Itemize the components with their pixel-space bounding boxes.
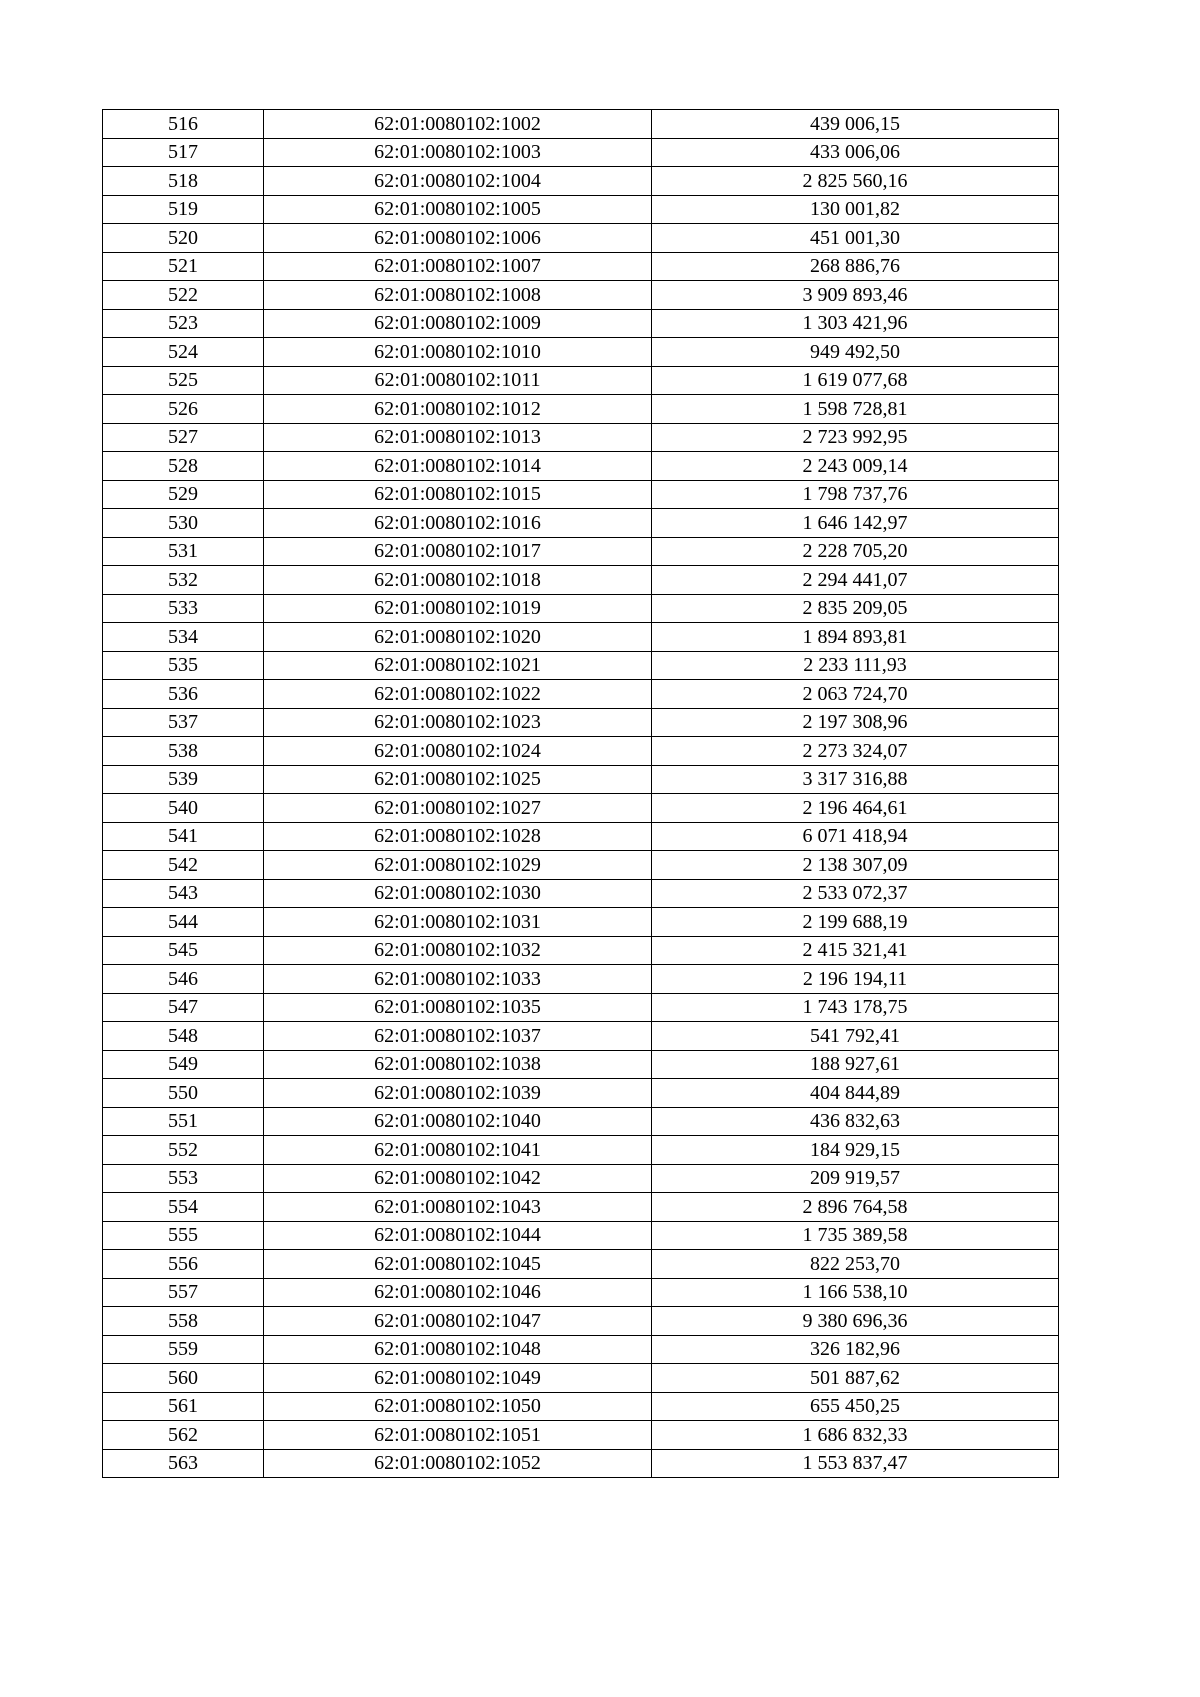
- cadastral-value-cell: 326 182,96: [652, 1335, 1059, 1364]
- cadastral-value-cell: 2 723 992,95: [652, 423, 1059, 452]
- row-number-cell: 532: [103, 566, 264, 595]
- table-row: [103, 965, 1059, 994]
- table-row: [103, 1449, 1059, 1478]
- cadastral-value-cell: 451 001,30: [652, 224, 1059, 253]
- cadastral-value-cell: 2 199 688,19: [652, 908, 1059, 937]
- row-number-cell: 526: [103, 395, 264, 424]
- cadastral-number-cell: 62:01:0080102:1052: [264, 1449, 652, 1478]
- cadastral-value-cell: 501 887,62: [652, 1364, 1059, 1393]
- table-row: [103, 224, 1059, 253]
- cadastral-number-cell: 62:01:0080102:1005: [264, 195, 652, 224]
- cadastral-value-cell: 130 001,82: [652, 195, 1059, 224]
- cadastral-value-cell: 433 006,06: [652, 138, 1059, 167]
- table-row: [103, 879, 1059, 908]
- cadastral-value-cell: 404 844,89: [652, 1079, 1059, 1108]
- cadastral-number-cell: 62:01:0080102:1013: [264, 423, 652, 452]
- row-number-cell: 524: [103, 338, 264, 367]
- cadastral-number-cell: 62:01:0080102:1031: [264, 908, 652, 937]
- row-number-cell: 552: [103, 1136, 264, 1165]
- table-row: [103, 423, 1059, 452]
- cadastral-value-cell: 1 646 142,97: [652, 509, 1059, 538]
- table-row: [103, 1250, 1059, 1279]
- cadastral-number-cell: 62:01:0080102:1010: [264, 338, 652, 367]
- cadastral-value-cell: 2 228 705,20: [652, 537, 1059, 566]
- cadastral-value-cell: 541 792,41: [652, 1022, 1059, 1051]
- cadastral-number-cell: 62:01:0080102:1012: [264, 395, 652, 424]
- row-number-cell: 547: [103, 993, 264, 1022]
- cadastral-number-cell: 62:01:0080102:1028: [264, 822, 652, 851]
- cadastral-number-cell: 62:01:0080102:1048: [264, 1335, 652, 1364]
- row-number-cell: 544: [103, 908, 264, 937]
- row-number-cell: 540: [103, 794, 264, 823]
- row-number-cell: 543: [103, 879, 264, 908]
- cadastral-value-cell: 439 006,15: [652, 110, 1059, 139]
- cadastral-number-cell: 62:01:0080102:1040: [264, 1107, 652, 1136]
- row-number-cell: 528: [103, 452, 264, 481]
- cadastral-value-cell: 1 894 893,81: [652, 623, 1059, 652]
- table-row: [103, 566, 1059, 595]
- table-row: [103, 765, 1059, 794]
- cadastral-number-cell: 62:01:0080102:1008: [264, 281, 652, 310]
- cadastral-number-cell: 62:01:0080102:1033: [264, 965, 652, 994]
- cadastral-number-cell: 62:01:0080102:1051: [264, 1421, 652, 1450]
- cadastral-number-cell: 62:01:0080102:1019: [264, 594, 652, 623]
- cadastral-value-cell: 2 415 321,41: [652, 936, 1059, 965]
- table-row: [103, 1107, 1059, 1136]
- row-number-cell: 534: [103, 623, 264, 652]
- cadastral-value-cell: 1 743 178,75: [652, 993, 1059, 1022]
- cadastral-value-cell: 1 735 389,58: [652, 1221, 1059, 1250]
- table-row: [103, 1136, 1059, 1165]
- row-number-cell: 522: [103, 281, 264, 310]
- row-number-cell: 518: [103, 167, 264, 196]
- table-row: [103, 908, 1059, 937]
- cadastral-value-cell: 2 233 111,93: [652, 651, 1059, 680]
- cadastral-number-cell: 62:01:0080102:1024: [264, 737, 652, 766]
- table-row: [103, 737, 1059, 766]
- cadastral-number-cell: 62:01:0080102:1023: [264, 708, 652, 737]
- cadastral-value-cell: 2 294 441,07: [652, 566, 1059, 595]
- cadastral-value-cell: 2 196 194,11: [652, 965, 1059, 994]
- row-number-cell: 538: [103, 737, 264, 766]
- cadastral-value-cell: 2 243 009,14: [652, 452, 1059, 481]
- table-row: [103, 338, 1059, 367]
- table-row: [103, 110, 1059, 139]
- table-row: [103, 167, 1059, 196]
- table-row: [103, 1022, 1059, 1051]
- table-row: [103, 309, 1059, 338]
- row-number-cell: 531: [103, 537, 264, 566]
- cadastral-number-cell: 62:01:0080102:1050: [264, 1392, 652, 1421]
- row-number-cell: 559: [103, 1335, 264, 1364]
- cadastral-number-cell: 62:01:0080102:1042: [264, 1164, 652, 1193]
- cadastral-value-cell: 436 832,63: [652, 1107, 1059, 1136]
- cadastral-value-cell: 2 825 560,16: [652, 167, 1059, 196]
- table-row: [103, 1364, 1059, 1393]
- table-row: [103, 822, 1059, 851]
- table-row: [103, 480, 1059, 509]
- row-number-cell: 561: [103, 1392, 264, 1421]
- cadastral-number-cell: 62:01:0080102:1049: [264, 1364, 652, 1393]
- row-number-cell: 545: [103, 936, 264, 965]
- table-body: [103, 110, 1059, 1478]
- table-row: [103, 452, 1059, 481]
- row-number-cell: 539: [103, 765, 264, 794]
- cadastral-number-cell: 62:01:0080102:1009: [264, 309, 652, 338]
- cadastral-value-cell: 184 929,15: [652, 1136, 1059, 1165]
- row-number-cell: 530: [103, 509, 264, 538]
- table-row: [103, 1164, 1059, 1193]
- cadastral-value-table: [102, 109, 1059, 1478]
- cadastral-number-cell: 62:01:0080102:1015: [264, 480, 652, 509]
- cadastral-number-cell: 62:01:0080102:1038: [264, 1050, 652, 1079]
- cadastral-number-cell: 62:01:0080102:1004: [264, 167, 652, 196]
- row-number-cell: 551: [103, 1107, 264, 1136]
- cadastral-number-cell: 62:01:0080102:1045: [264, 1250, 652, 1279]
- row-number-cell: 548: [103, 1022, 264, 1051]
- table-row: [103, 1421, 1059, 1450]
- row-number-cell: 558: [103, 1307, 264, 1336]
- cadastral-number-cell: 62:01:0080102:1006: [264, 224, 652, 253]
- table-row: [103, 1278, 1059, 1307]
- table-row: [103, 993, 1059, 1022]
- cadastral-value-cell: 2 835 209,05: [652, 594, 1059, 623]
- cadastral-number-cell: 62:01:0080102:1014: [264, 452, 652, 481]
- cadastral-number-cell: 62:01:0080102:1044: [264, 1221, 652, 1250]
- table-row: [103, 537, 1059, 566]
- cadastral-number-cell: 62:01:0080102:1018: [264, 566, 652, 595]
- cadastral-number-cell: 62:01:0080102:1039: [264, 1079, 652, 1108]
- row-number-cell: 553: [103, 1164, 264, 1193]
- row-number-cell: 560: [103, 1364, 264, 1393]
- cadastral-number-cell: 62:01:0080102:1032: [264, 936, 652, 965]
- row-number-cell: 523: [103, 309, 264, 338]
- cadastral-value-cell: 949 492,50: [652, 338, 1059, 367]
- row-number-cell: 527: [103, 423, 264, 452]
- row-number-cell: 556: [103, 1250, 264, 1279]
- cadastral-number-cell: 62:01:0080102:1007: [264, 252, 652, 281]
- table-row: [103, 936, 1059, 965]
- table-row: [103, 1193, 1059, 1222]
- row-number-cell: 529: [103, 480, 264, 509]
- row-number-cell: 550: [103, 1079, 264, 1108]
- cadastral-value-cell: 2 063 724,70: [652, 680, 1059, 709]
- row-number-cell: 516: [103, 110, 264, 139]
- cadastral-value-cell: 1 303 421,96: [652, 309, 1059, 338]
- cadastral-number-cell: 62:01:0080102:1047: [264, 1307, 652, 1336]
- cadastral-number-cell: 62:01:0080102:1022: [264, 680, 652, 709]
- table-row: [103, 138, 1059, 167]
- row-number-cell: 563: [103, 1449, 264, 1478]
- table-row: [103, 366, 1059, 395]
- table-row: [103, 1392, 1059, 1421]
- table-row: [103, 281, 1059, 310]
- cadastral-value-cell: 1 166 538,10: [652, 1278, 1059, 1307]
- cadastral-value-cell: 268 886,76: [652, 252, 1059, 281]
- table-row: [103, 708, 1059, 737]
- row-number-cell: 542: [103, 851, 264, 880]
- table-row: [103, 651, 1059, 680]
- table-row: [103, 252, 1059, 281]
- cadastral-number-cell: 62:01:0080102:1002: [264, 110, 652, 139]
- row-number-cell: 546: [103, 965, 264, 994]
- row-number-cell: 533: [103, 594, 264, 623]
- row-number-cell: 536: [103, 680, 264, 709]
- table-row: [103, 623, 1059, 652]
- table-row: [103, 509, 1059, 538]
- row-number-cell: 555: [103, 1221, 264, 1250]
- cadastral-value-cell: 1 619 077,68: [652, 366, 1059, 395]
- row-number-cell: 549: [103, 1050, 264, 1079]
- cadastral-number-cell: 62:01:0080102:1017: [264, 537, 652, 566]
- cadastral-value-cell: 3 317 316,88: [652, 765, 1059, 794]
- cadastral-value-cell: 655 450,25: [652, 1392, 1059, 1421]
- table-row: [103, 851, 1059, 880]
- cadastral-number-cell: 62:01:0080102:1020: [264, 623, 652, 652]
- cadastral-number-cell: 62:01:0080102:1037: [264, 1022, 652, 1051]
- cadastral-value-cell: 3 909 893,46: [652, 281, 1059, 310]
- cadastral-value-cell: 1 553 837,47: [652, 1449, 1059, 1478]
- row-number-cell: 537: [103, 708, 264, 737]
- cadastral-value-cell: 2 196 464,61: [652, 794, 1059, 823]
- table-row: [103, 1335, 1059, 1364]
- cadastral-value-cell: 188 927,61: [652, 1050, 1059, 1079]
- table-row: [103, 1079, 1059, 1108]
- row-number-cell: 541: [103, 822, 264, 851]
- table-row: [103, 794, 1059, 823]
- cadastral-value-cell: 1 798 737,76: [652, 480, 1059, 509]
- cadastral-number-cell: 62:01:0080102:1043: [264, 1193, 652, 1222]
- row-number-cell: 562: [103, 1421, 264, 1450]
- cadastral-number-cell: 62:01:0080102:1029: [264, 851, 652, 880]
- cadastral-number-cell: 62:01:0080102:1016: [264, 509, 652, 538]
- table-row: [103, 1050, 1059, 1079]
- table-row: [103, 1307, 1059, 1336]
- cadastral-number-cell: 62:01:0080102:1011: [264, 366, 652, 395]
- cadastral-value-cell: 2 896 764,58: [652, 1193, 1059, 1222]
- table-row: [103, 395, 1059, 424]
- cadastral-number-cell: 62:01:0080102:1025: [264, 765, 652, 794]
- row-number-cell: 525: [103, 366, 264, 395]
- cadastral-value-cell: 9 380 696,36: [652, 1307, 1059, 1336]
- cadastral-number-cell: 62:01:0080102:1021: [264, 651, 652, 680]
- row-number-cell: 517: [103, 138, 264, 167]
- row-number-cell: 519: [103, 195, 264, 224]
- cadastral-value-cell: 209 919,57: [652, 1164, 1059, 1193]
- cadastral-value-cell: 6 071 418,94: [652, 822, 1059, 851]
- row-number-cell: 535: [103, 651, 264, 680]
- cadastral-number-cell: 62:01:0080102:1030: [264, 879, 652, 908]
- cadastral-number-cell: 62:01:0080102:1027: [264, 794, 652, 823]
- table-row: [103, 1221, 1059, 1250]
- cadastral-number-cell: 62:01:0080102:1041: [264, 1136, 652, 1165]
- table-row: [103, 195, 1059, 224]
- cadastral-value-cell: 1 686 832,33: [652, 1421, 1059, 1450]
- cadastral-number-cell: 62:01:0080102:1046: [264, 1278, 652, 1307]
- row-number-cell: 520: [103, 224, 264, 253]
- cadastral-value-cell: 822 253,70: [652, 1250, 1059, 1279]
- table-row: [103, 594, 1059, 623]
- cadastral-value-cell: 1 598 728,81: [652, 395, 1059, 424]
- cadastral-value-cell: 2 197 308,96: [652, 708, 1059, 737]
- row-number-cell: 554: [103, 1193, 264, 1222]
- table-row: [103, 680, 1059, 709]
- row-number-cell: 557: [103, 1278, 264, 1307]
- cadastral-number-cell: 62:01:0080102:1035: [264, 993, 652, 1022]
- row-number-cell: 521: [103, 252, 264, 281]
- cadastral-value-cell: 2 533 072,37: [652, 879, 1059, 908]
- cadastral-number-cell: 62:01:0080102:1003: [264, 138, 652, 167]
- cadastral-value-cell: 2 273 324,07: [652, 737, 1059, 766]
- cadastral-value-cell: 2 138 307,09: [652, 851, 1059, 880]
